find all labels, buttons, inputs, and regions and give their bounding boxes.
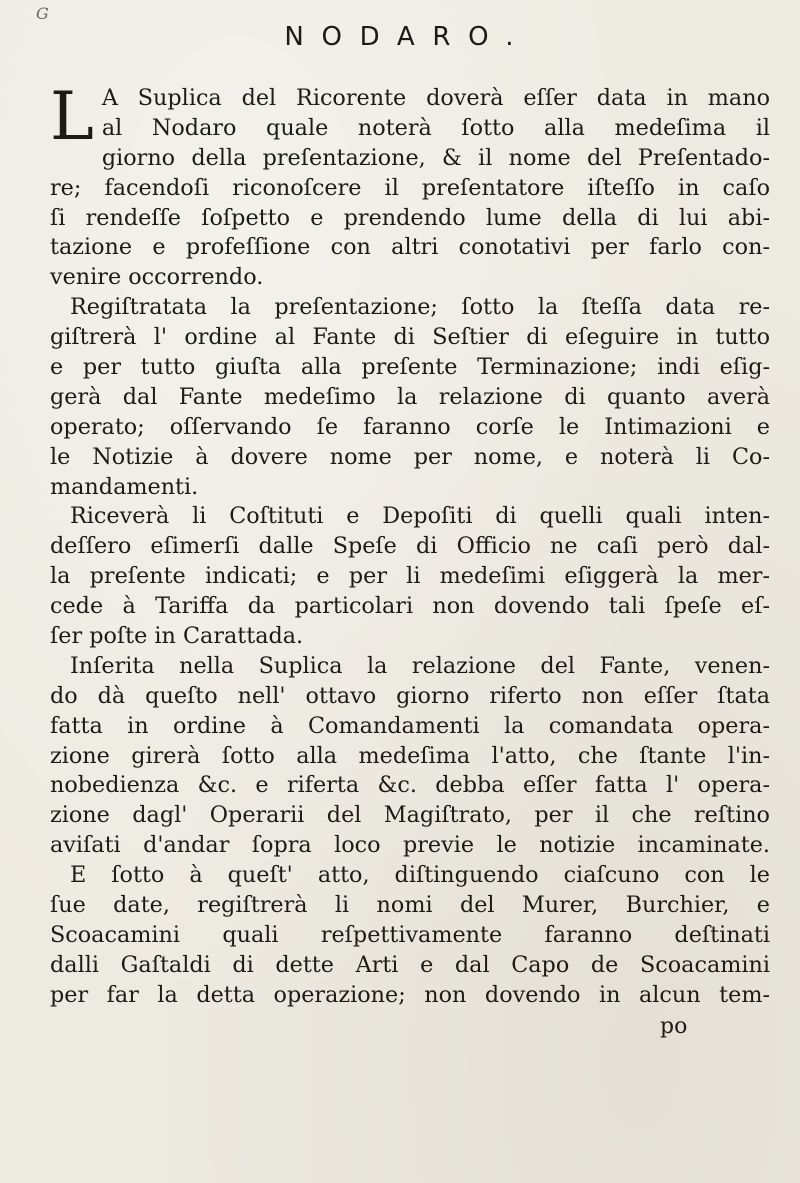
text-line: do dà queſto nell' ottavo giorno riferto non eſſer ſtata xyxy=(50,682,770,709)
text-line: venire occorrendo. xyxy=(50,264,264,291)
text-line: tazione e profeſſione con altri conotativi per farlo con- xyxy=(50,234,770,261)
text-line: le Notizie à dovere nome per nome, e noterà li Co- xyxy=(50,443,770,470)
running-header: NODARO. xyxy=(284,22,532,52)
text-line: per far la detta operazione; non dovendo in alcun tem- xyxy=(50,981,770,1008)
text-line: Riceverà li Coſtituti e Depoſiti di quelli quali inten- xyxy=(70,503,770,530)
text-line: operato; oſſervando ſe faranno corſe le Intimazioni e xyxy=(50,413,770,440)
text-line: deſſero eſimerſi dalle Speſe di Officio ne caſi però dal- xyxy=(50,533,770,560)
text-line: zione girerà ſotto alla medeſima l'atto, che ſtante l'in- xyxy=(50,742,770,769)
text-line: giſtrerà l' ordine al Fante di Seſtier di eſeguire in tutto xyxy=(50,324,770,351)
text-line: giorno della preſentazione, & il nome del Preſentado- xyxy=(101,144,770,171)
text-line: A Suplica del Ricorente doverà eſſer data in mano xyxy=(101,85,770,111)
text-line: ſue date, regiſtrerà li nomi del Murer, Burchier, e xyxy=(50,892,770,919)
text-line: mandamenti. xyxy=(50,473,199,500)
text-line: e per tutto giuſta alla preſente Terminazione; indi eſig- xyxy=(50,354,770,381)
text-line: zione dagl' Operarii del Magiſtrato, per il che reſtino xyxy=(50,802,770,829)
text-line: Regiſtratata la preſentazione; ſotto la ſteſſa data re- xyxy=(70,294,770,321)
corner-mark: G xyxy=(36,4,49,23)
text-line: cede à Tariffa da particolari non dovendo tali ſpeſe eſ- xyxy=(50,593,770,620)
body-text xyxy=(50,78,770,1011)
text-line: aviſati d'andar ſopra loco previe le notizie incaminate. xyxy=(50,832,770,859)
text-line: dalli Gaſtaldi di dette Arti e dal Capo de Scoacamini xyxy=(50,951,770,978)
text-line: re; facendoſi riconoſcere il preſentatore iſteſſo in caſo xyxy=(50,174,770,201)
text-line: fatta in ordine à Comandamenti la comandata opera- xyxy=(50,712,770,739)
text-line: Scoacamini quali reſpettivamente faranno deſtinati xyxy=(50,921,770,948)
text-line: gerà dal Fante medeſimo la relazione di quanto averà xyxy=(50,383,770,410)
text-line: E ſotto à queſt' atto, diſtinguendo ciaſcuno con le xyxy=(70,862,770,889)
text-line: ſi rendeſſe ſoſpetto e prendendo lume della di lui abi- xyxy=(50,204,770,231)
text-line: ſer poſte in Carattada. xyxy=(50,623,304,650)
text-line: al Nodaro quale noterà ſotto alla medeſima il xyxy=(101,114,770,141)
text-line: nobedienza &c. e riferta &c. debba eſſer fatta l' opera- xyxy=(50,772,770,799)
drop-cap: L xyxy=(50,78,94,155)
text-line: Inſerita nella Suplica la relazione del Fante, venen- xyxy=(70,652,770,679)
catchword: po xyxy=(660,1014,688,1039)
text-line: la preſente indicati; e per li medeſimi eſiggerà la mer- xyxy=(50,563,770,590)
